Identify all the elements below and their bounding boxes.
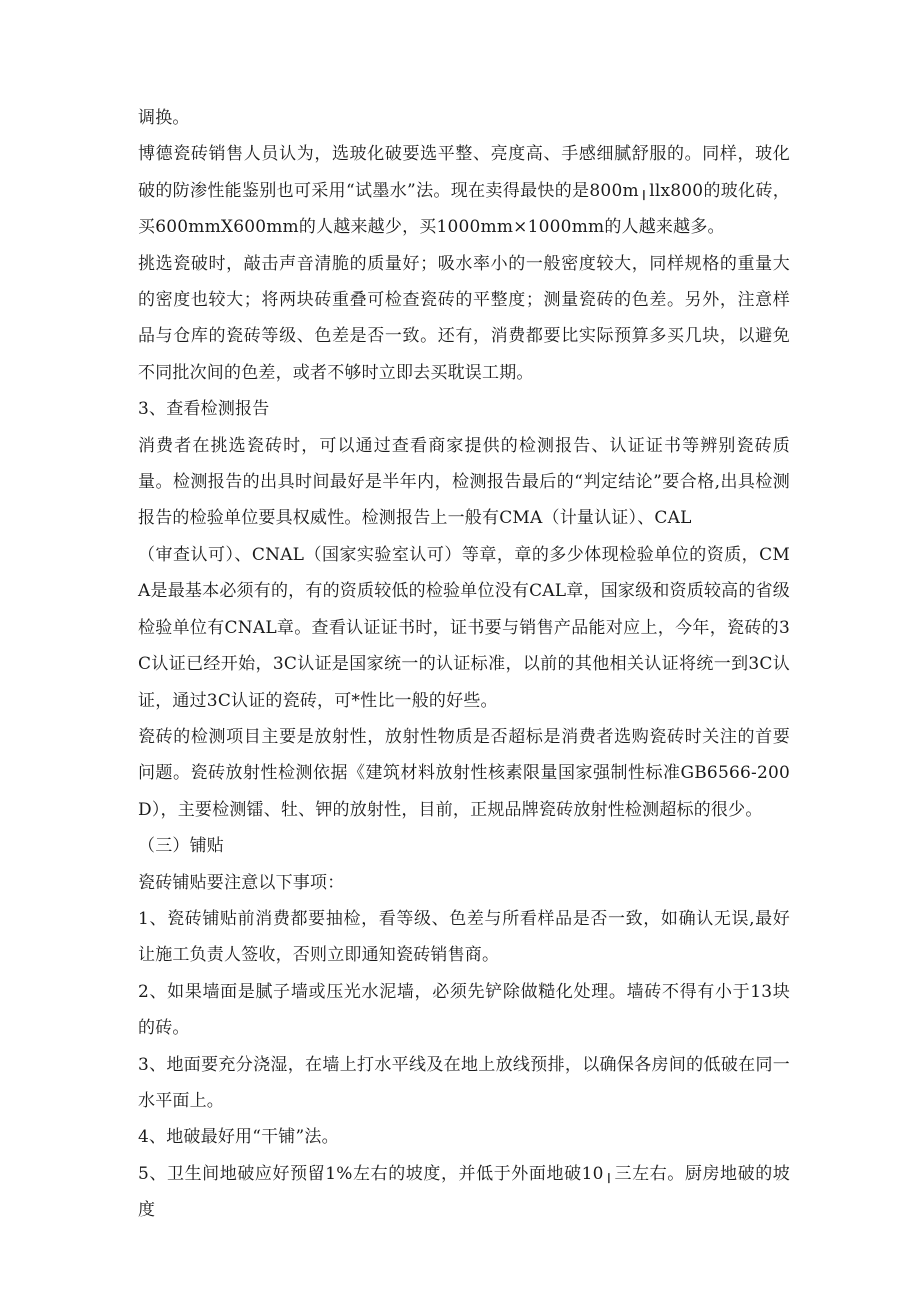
list-item: 4、地破最好用“干铺”法。 <box>138 1127 339 1148</box>
document-body <box>138 100 790 1229</box>
paragraph: 挑选瓷破时，敲击声音清脆的质量好；吸水率小的一般密度较大，同样规格的重量大的密度也较大；将两块砖重叠可检查瓷砖的平整度；测量瓷砖的色差。另外，注意样品与仓库的瓷砖等级、色差是否一致。还有，消费都要比实际预算多买几块，以避免不同批次间的色差，或者不够时立即去买耽误工期。 <box>138 253 790 383</box>
section-heading: 3、查看检测报告 <box>138 399 270 420</box>
paragraph: 博德瓷砖销售人员认为，选玻化破要选平整、亮度高、手感细腻舒服的。同样，玻化破的防渗性能鉴别也可采用“试墨水”法。现在卖得最快的是800m╷llx800的玻化砖，买600mmX600mm的人越来越少，买1000mm×1000mm的人越来越多。 <box>138 144 790 238</box>
paragraph: （审查认可）、CNAL（国家实验室认可）等章，章的多少体现检验单位的资质，CMA是最基本必须有的，有的资质较低的检验单位没有CAL章，国家级和资质较高的省级检验单位有CNAL章。查看认证证书时，证书要与销售产品能对应上，今年，瓷砖的3C认证已经开始，3C认证是国家统一的认证标准，以前的其他相关认证将统一到3C认证，通过3C认证的瓷砖，可*性比一般的好些。 <box>138 544 790 711</box>
list-item: 3、地面要充分浇湿，在墙上打水平线及在地上放线预排，以确保各房间的低破在同一水平面上。 <box>138 1054 790 1111</box>
list-item: 2、如果墙面是腻子墙或压光水泥墙，必须先铲除做糙化处理。墙砖不得有小于13块的砖。 <box>138 981 790 1039</box>
paragraph: 瓷砖铺贴要注意以下事项： <box>138 872 345 893</box>
paragraph: 调换。 <box>138 108 190 128</box>
paragraph: 瓷砖的检测项目主要是放射性，放射性物质是否超标是消费者选购瓷砖时关注的首要问题。瓷砖放射性检测依据《建筑材料放射性核素限量国家强制性标准GB6566-200D），主要检测镭、牡、钾的放射性，目前，正规品牌瓷砖放射性检测超标的很少。 <box>138 726 790 820</box>
section-heading: （三）铺贴 <box>138 836 224 857</box>
list-item: 5、卫生间地破应好预留1%左右的坡度，并低于外面地破10╷三左右。厨房地破的坡度 <box>138 1163 790 1221</box>
list-item: 1、瓷砖铺贴前消费都要抽检，看等级、色差与所看样品是否一致，如确认无误,最好让施工负责人签收，否则立即通知瓷砖销售商。 <box>138 908 790 966</box>
paragraph: 消费者在挑选瓷砖时，可以通过查看商家提供的检测报告、认证证书等辨别瓷砖质量。检测报告的出具时间最好是半年内，检测报告最后的“判定结论”要合格,出具检测报告的检验单位要具权威性。检测报告上一般有CMA（计量认证）、CAL <box>138 435 790 529</box>
